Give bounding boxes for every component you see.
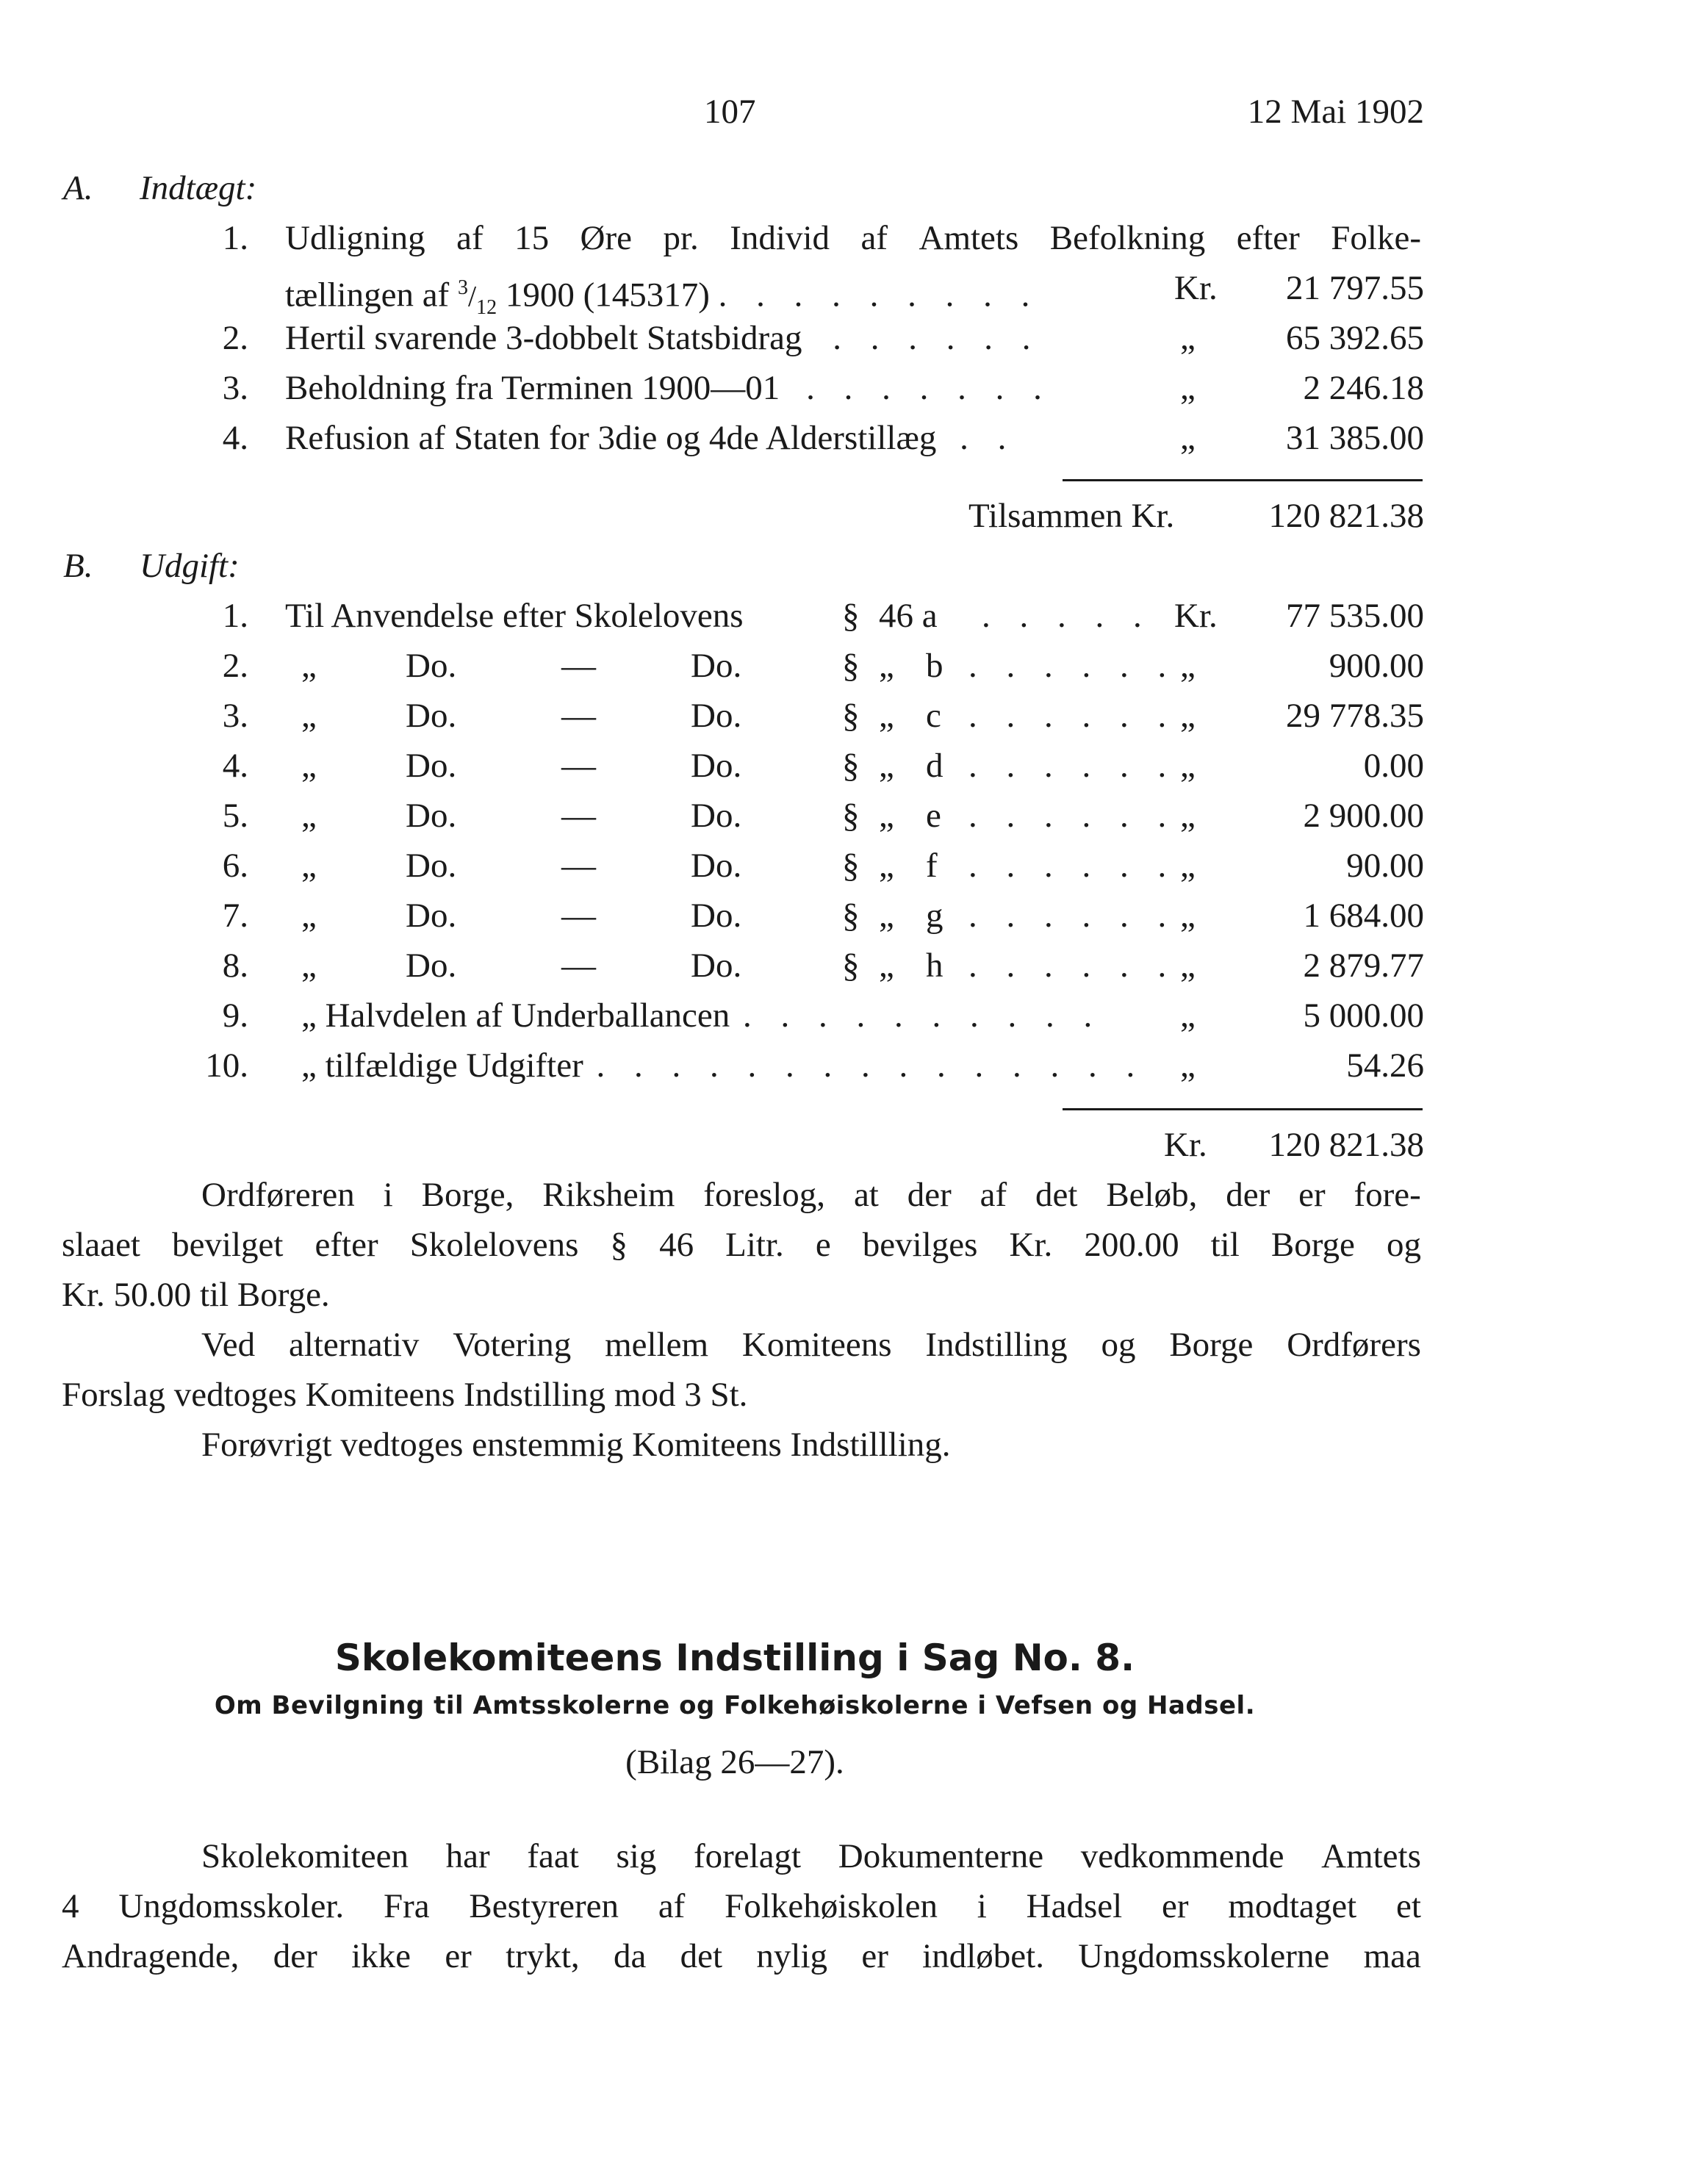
paragraph-line: Forøvrigt vedtoges enstemmig Komiteens Indstillling.	[201, 1426, 951, 1464]
section-ref: 46 a	[879, 597, 938, 635]
expense-letter: B.	[63, 547, 93, 585]
paragraph-line: Andragende, der ikke er trykt, da det nylig er indløbet. Ungdomsskolerne maa	[62, 1937, 1421, 1975]
income-amount: 2 246.18	[1303, 369, 1424, 407]
income-item-number: 2.	[222, 319, 248, 357]
paragraph-line: slaaet bevilget efter Skolelovens § 46 Litr. e bevilges Kr. 200.00 til Borge og	[62, 1226, 1421, 1264]
bilag-reference: (Bilag 26—27).	[625, 1743, 844, 1781]
paragraph-sign: §	[842, 597, 860, 635]
expense-total-amount: 120 821.38	[1268, 1126, 1424, 1164]
page-number: 107	[704, 93, 756, 131]
income-heading: Indtægt:	[140, 169, 257, 207]
paragraph-line: Ordføreren i Borge, Riksheim foreslog, at der af det Beløb, der er fore-	[201, 1176, 1421, 1214]
income-item-text: Refusion af Staten for 3die og 4de Alderstillæg . .	[285, 419, 1017, 457]
income-item-number: 1.	[222, 219, 248, 257]
expense-item-text: „ tilfældige Udgifter . . . . . . . . . . . . . . .	[301, 1046, 1146, 1085]
expense-amount: 5 000.00	[1303, 996, 1424, 1035]
ditto-mark: „	[1180, 369, 1196, 407]
income-amount: 65 392.65	[1286, 319, 1424, 357]
income-currency: Kr.	[1174, 269, 1218, 307]
expense-item-number: 1.	[222, 597, 248, 635]
income-item-text: Beholdning fra Terminen 1900—01 . . . . . . .	[285, 369, 1052, 407]
income-item-number: 4.	[222, 419, 248, 457]
expense-total-label: Kr.	[1164, 1126, 1207, 1164]
expense-amount: 2 879.77	[1303, 946, 1424, 985]
expense-amount: 1 684.00	[1303, 897, 1424, 935]
expense-item-text: Til Anvendelse efter Skolelovens	[285, 597, 744, 635]
expense-amount: 0.00	[1363, 747, 1424, 785]
income-sum-rule	[1063, 479, 1423, 481]
page-date: 12 Mai 1902	[1247, 93, 1424, 131]
expense-currency: Kr.	[1174, 597, 1218, 635]
section-title: Skolekomiteens Indstilling i Sag No. 8.	[334, 1637, 1135, 1679]
ditto-mark: „	[1180, 1046, 1196, 1085]
paragraph-line: Forslag vedtoges Komiteens Indstilling mod 3 St.	[62, 1376, 748, 1414]
expense-amount: 90.00	[1346, 847, 1424, 885]
income-total-label: Tilsammen Kr.	[968, 497, 1175, 535]
income-amount: 21 797.55	[1286, 269, 1424, 307]
paragraph-line: Kr. 50.00 til Borge.	[62, 1276, 330, 1314]
fraction-numerator: 3	[457, 276, 468, 299]
ditto-mark: „	[1180, 419, 1196, 457]
paragraph-line: Skolekomiteen har faat sig forelagt Dokumenterne vedkommende Amtets	[201, 1837, 1421, 1875]
income-total-amount: 120 821.38	[1268, 497, 1424, 535]
expense-sum-rule	[1063, 1108, 1423, 1110]
expense-item-number: 9.	[222, 996, 248, 1035]
paragraph-line: Ved alternativ Votering mellem Komiteens Indstilling og Borge Ordførers	[201, 1326, 1421, 1364]
income-item-number: 3.	[222, 369, 248, 407]
document-page: 107 12 Mai 1902 A. Indtægt: 1. Udligning af 15 Øre pr. Individ af Amtets Befolkning efter Folke- tællingen af $^3/_{12}$ 1900 (145317) . . . . . . . . . Kr. 21 797.55 2. Hertil svarende 3-dobbelt Statsbidrag . . . . . . „ 65 392.65 3. Beholdning fra Terminen 1900—01 . . . . . . . „ 2 246.18 4. Refusion af Staten for 3die og 4de Alderstillæg . . „ 31 385.00 Tilsammen Kr. 120 821.38 B. Udgift: 1. Til Anvendelse efter Skolelovens § 46 a . . . . . Kr. 77 535.00 2. „ Do. — Do. § „ b . . . . . . „ 900.00 3. „ Do. — Do. § „ c . . . . . . „ 29 778.35 4. „ Do. — Do. § „ d . . . . . . „ 0.00 5. „ Do. — Do. § „ e . . . . . . „ 2 900.00 6. „ Do. — Do. § „ f . . . . . . „ 90.00 7. „ Do. — Do. § „ g . . . . . . „ 1 684.00 8. „ Do. — Do. § „ h . . . . . . „ 2 879.77 9. „ Halvdelen af Underballancen . . . . . . . . . . „ 5 000.00 10. „ tilfældige Udgifter . . . . . . . . . . . . . . . „ 54.26 Kr. 120 821.38 Ordføreren i Borge, Riksheim foreslog, at der af det Beløb, der er fore- slaaet bevilget efter Skolelovens § 46 Litr. e bevilges Kr. 200.00 til Borge og Kr. 50.00 til Borge. Ved alternativ Votering mellem Komiteens Indstilling og Borge Ordførers Forslag vedtoges Komiteens Indstilling mod 3 St. Forøvrigt vedtoges enstemmig Komiteens Indstillling. Skolekomiteens Indstilling i Sag No. 8. Om Bevilgning til Amtsskolerne og Folkehøiskolerne i Vefsen og Hadsel. (Bilag 26—27). Skolekomiteen har faat sig forelagt Dokumenterne vedkommende Amtets 4 Ungdomsskoler. Fra Bestyreren af Folkehøiskolen i Hadsel er modtaget et Andragende, der ikke er trykt, da det nylig er indløbet. Ungdomsskolerne maa	[0, 0, 1693, 2184]
expense-amount: 54.26	[1346, 1046, 1424, 1085]
expense-heading: Udgift:	[140, 547, 240, 585]
expense-amount: 2 900.00	[1303, 797, 1424, 835]
expense-item-number: 10.	[205, 1046, 248, 1085]
expense-amount: 29 778.35	[1286, 697, 1424, 735]
income-item-1-line-1: Udligning af 15 Øre pr. Individ af Amtets Befolkning efter Folke-	[285, 219, 1421, 257]
income-item-text: Hertil svarende 3-dobbelt Statsbidrag . . . . . .	[285, 319, 1041, 357]
paragraph-line: 4 Ungdomsskoler. Fra Bestyreren af Folkehøiskolen i Hadsel er modtaget et	[62, 1887, 1421, 1925]
income-amount: 31 385.00	[1286, 419, 1424, 457]
expense-amount: 77 535.00	[1286, 597, 1424, 635]
leader-dots: . . . . .	[982, 597, 1152, 635]
expense-item-text: „ Halvdelen af Underballancen . . . . . . . . . .	[301, 996, 1103, 1035]
fraction-denominator: 12	[476, 296, 497, 320]
ditto-mark: „	[1180, 996, 1196, 1035]
income-letter: A.	[63, 169, 93, 207]
expense-amount: 900.00	[1329, 647, 1424, 685]
ditto-mark: „	[1180, 319, 1196, 357]
section-subtitle: Om Bevilgning til Amtsskolerne og Folkehøiskolerne i Vefsen og Hadsel.	[214, 1691, 1256, 1720]
income-item-1-line-2: tællingen af $^3/_{12}$ 1900 (145317) . . . . . . . . .	[285, 276, 1040, 320]
